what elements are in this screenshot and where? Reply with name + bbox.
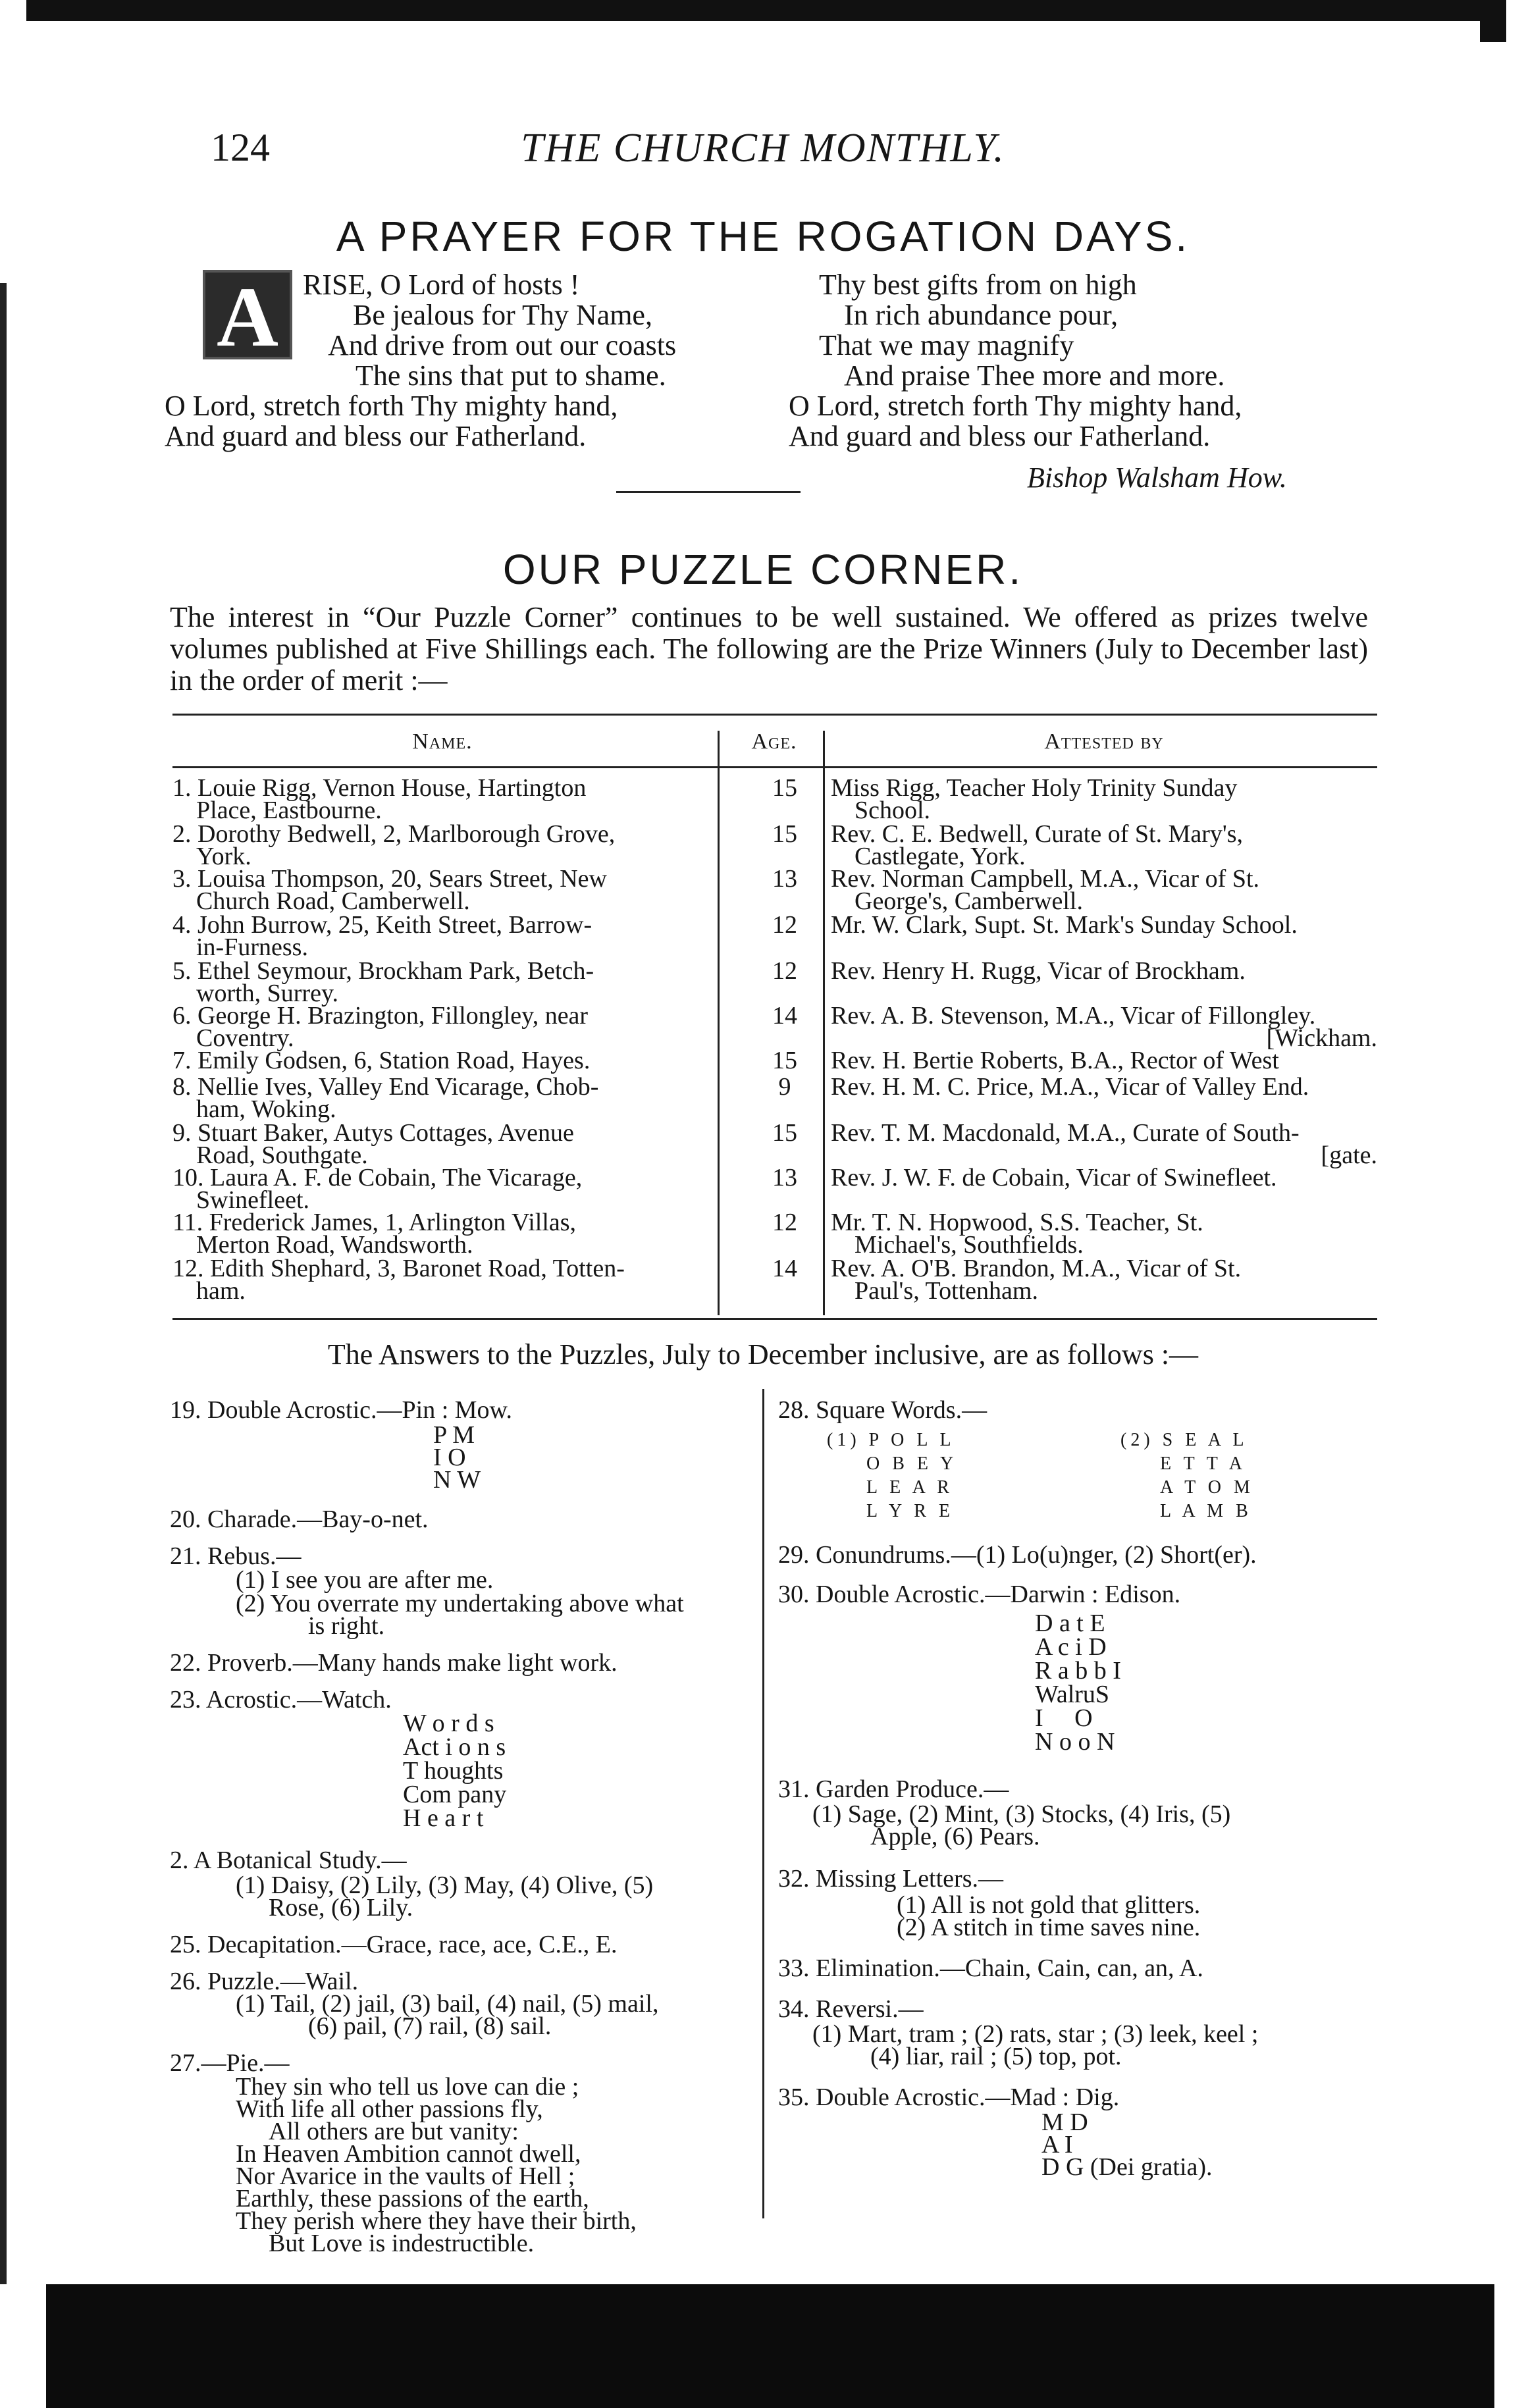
winner-age: 15 — [772, 1119, 797, 1147]
winner-name: 12. Edith Shephard, 3, Baronet Road, Totten- ham. — [172, 1255, 625, 1305]
answer-35: 35. Double Acrostic.—Mad : Dig. — [778, 2083, 1120, 2111]
answer-19: 19. Double Acrostic.—Pin : Mow. — [170, 1396, 513, 1424]
answer-line: L Y R E — [866, 1501, 954, 1521]
answer-line: (1) Mart, tram ; (2) rats, star ; (3) leek, keel ; — [812, 2020, 1259, 2048]
verse-line: RISE, O Lord of hosts ! — [303, 269, 580, 301]
answer-line: (2) S E A L — [1120, 1430, 1248, 1450]
verse-line: O Lord, stretch forth Thy mighty hand, — [789, 390, 1242, 422]
answer-line: O B E Y — [866, 1453, 958, 1474]
answer-26: 26. Puzzle.—Wail. — [170, 1968, 359, 1995]
verse-line: The sins that put to shame. — [355, 359, 666, 392]
scan-border-corner — [1480, 0, 1506, 42]
verse-line: O Lord, stretch forth Thy mighty hand, — [165, 390, 618, 422]
answer-line: N W — [433, 1466, 481, 1494]
answer-line: (4) liar, rail ; (5) top, pot. — [870, 2043, 1122, 2070]
answer-line: Apple, (6) Pears. — [870, 1823, 1040, 1850]
winner-attested-by: Rev. A. O'B. Brandon, M.A., Vicar of St. Paul's, Tottenham. — [831, 1255, 1242, 1305]
header-attested: Attested by — [1044, 729, 1164, 754]
verse-line: And praise Thee more and more. — [844, 359, 1225, 392]
winner-age: 13 — [772, 865, 797, 893]
winner-name: 9. Stuart Baker, Autys Cottages, Avenue Road, Southgate. — [172, 1119, 574, 1169]
winner-name: 2. Dorothy Bedwell, 2, Marlborough Grove, York. — [172, 820, 616, 870]
answer-line: T houghts — [403, 1757, 504, 1785]
answer-line: (1) Sage, (2) Mint, (3) Stocks, (4) Iris, (5) — [812, 1800, 1231, 1828]
verse-line: Earthly, these passions of the earth, — [236, 2185, 589, 2212]
answer-line: Com pany — [403, 1781, 507, 1808]
prayer-title: A PRAYER FOR THE ROGATION DAYS. — [336, 213, 1190, 260]
answer-34: 34. Reversi.— — [778, 1995, 924, 2023]
verse-line: That we may magnify — [819, 329, 1074, 361]
winner-attested-by: Rev. T. M. Macdonald, M.A., Curate of South- [gate. — [831, 1119, 1377, 1169]
answers-right-column — [778, 0, 1384, 2238]
answer-line: I O — [433, 1444, 466, 1471]
answer-31: 31. Garden Produce.— — [778, 1775, 1009, 1803]
running-title: THE CHURCH MONTHLY. — [521, 126, 1005, 170]
answer-28: 28. Square Words.— — [778, 1396, 987, 1424]
verse-line: Nor Avarice in the vaults of Hell ; — [236, 2162, 575, 2190]
winner-attested-by: Rev. H. M. C. Price, M.A., Vicar of Valley End. — [831, 1073, 1309, 1101]
verse-line: Thy best gifts from on high — [819, 269, 1137, 301]
answer-line: L A M B — [1160, 1501, 1252, 1521]
winner-attested-by: Rev. A. B. Stevenson, M.A., Vicar of Fillongley. [Wickham. — [831, 1002, 1377, 1052]
winner-attested-by: Mr. T. N. Hopwood, S.S. Teacher, St. Michael's, Southfields. — [831, 1209, 1203, 1259]
winner-attested-by: Rev. J. W. F. de Cobain, Vicar of Swinefleet. — [831, 1164, 1277, 1191]
verse-line: They sin who tell us love can die ; — [236, 2073, 579, 2101]
answer-line: Act i o n s — [403, 1733, 506, 1761]
winner-age: 14 — [772, 1002, 797, 1030]
winner-name: 4. John Burrow, 25, Keith Street, Barrow- in-Furness. — [172, 911, 592, 961]
answer-line: I O — [1035, 1704, 1093, 1732]
answer-line: WalruS — [1035, 1681, 1110, 1708]
answer-line: (1) All is not gold that glitters. — [897, 1891, 1201, 1919]
winner-name: 1. Louie Rigg, Vernon House, Hartington Place, Eastbourne. — [172, 774, 587, 824]
answer-line: A c i D — [1035, 1633, 1107, 1661]
answer-line: D G (Dei gratia). — [1041, 2153, 1213, 2181]
scan-border-bottom — [46, 2284, 1494, 2408]
answers-left-column — [170, 0, 749, 2257]
winner-age: 12 — [772, 911, 797, 939]
verse-line: They perish where they have their birth, — [236, 2207, 637, 2235]
page-number: 124 — [211, 126, 270, 169]
answer-line: A I — [1041, 2131, 1073, 2159]
verse-line: All others are but vanity: — [269, 2118, 519, 2145]
answer-line: Rose, (6) Lily. — [269, 1894, 413, 1922]
winner-name: 7. Emily Godsen, 6, Station Road, Hayes. — [172, 1047, 591, 1074]
winner-attested-by: Rev. H. Bertie Roberts, B.A., Rector of West — [831, 1047, 1279, 1074]
answer-line: (1) Tail, (2) jail, (3) bail, (4) nail, (5) mail, — [236, 1990, 659, 2018]
answer-line: (1) P O L L — [827, 1430, 955, 1450]
winner-attested-by: Mr. W. Clark, Supt. St. Mark's Sunday School. — [831, 911, 1298, 939]
answer-32: 32. Missing Letters.— — [778, 1865, 1003, 1893]
winner-age: 12 — [772, 957, 797, 985]
answer-27: 27.—Pie.— — [170, 2049, 290, 2077]
answer-line: N o o N — [1035, 1728, 1115, 1756]
answer-line: (6) pail, (7) rail, (8) sail. — [308, 2012, 552, 2040]
winner-name: 6. George H. Brazington, Fillongley, near Coventry. — [172, 1002, 589, 1052]
winner-attested-by: Rev. C. E. Bedwell, Curate of St. Mary's, Castlegate, York. — [831, 820, 1244, 870]
winner-age: 15 — [772, 1047, 797, 1074]
answer-line: W o r d s — [403, 1710, 494, 1737]
winner-name: 5. Ethel Seymour, Brockham Park, Betch- worth, Surrey. — [172, 957, 594, 1007]
answer-line: L E A R — [866, 1477, 953, 1498]
answer-line: D a t E — [1035, 1610, 1105, 1637]
answer-22: 22. Proverb.—Many hands make light work. — [170, 1649, 618, 1677]
winner-age: 13 — [772, 1164, 797, 1191]
answer-25: 25. Decapitation.—Grace, race, ace, C.E., E. — [170, 1931, 618, 1958]
answer-line: (1) I see you are after me. — [236, 1566, 494, 1594]
verse-line: And drive from out our coasts — [328, 329, 677, 361]
verse-line: But Love is indestructible. — [269, 2230, 535, 2257]
answer-line: P M — [433, 1421, 475, 1449]
answer-line: M D — [1041, 2108, 1088, 2136]
winner-name: 3. Louisa Thompson, 20, Sears Street, New Church Road, Camberwell. — [172, 865, 607, 915]
verse-line: And guard and bless our Fatherland. — [789, 420, 1211, 452]
drop-cap: A — [203, 270, 292, 359]
answer-line: is right. — [308, 1612, 385, 1640]
winner-age: 14 — [772, 1255, 797, 1282]
header-age: Age. — [751, 729, 797, 754]
verse-line: In rich abundance pour, — [844, 299, 1118, 331]
winner-name: 8. Nellie Ives, Valley End Vicarage, Chob- ham, Woking. — [172, 1073, 599, 1123]
answer-line: (2) You overrate my undertaking above what — [236, 1590, 684, 1617]
answer-line: R a b b I — [1035, 1657, 1121, 1685]
winner-name: 11. Frederick James, 1, Arlington Villas, Merton Road, Wandsworth. — [172, 1209, 577, 1259]
answer-line: H e a r t — [403, 1804, 484, 1832]
answer-23: 23. Acrostic.—Watch. — [170, 1686, 392, 1714]
answer-line: (2) A stitch in time saves nine. — [897, 1914, 1201, 1941]
answer-20: 20. Charade.—Bay-o-net. — [170, 1505, 429, 1533]
prayer-author: Bishop Walsham How. — [1027, 461, 1287, 494]
verse-line: With life all other passions fly, — [236, 2095, 543, 2123]
answer-30: 30. Double Acrostic.—Darwin : Edison. — [778, 1581, 1181, 1608]
winner-attested-by: Rev. Henry H. Rugg, Vicar of Brockham. — [831, 957, 1246, 985]
answer-line: E T T A — [1160, 1453, 1246, 1474]
winner-attested-by: Rev. Norman Campbell, M.A., Vicar of St. George's, Camberwell. — [831, 865, 1260, 915]
answer-33: 33. Elimination.—Chain, Cain, can, an, A. — [778, 1954, 1203, 1982]
answer-21: 21. Rebus.— — [170, 1542, 302, 1570]
verse-line: In Heaven Ambition cannot dwell, — [236, 2140, 581, 2168]
winner-age: 9 — [778, 1073, 791, 1101]
header-name: Name. — [412, 729, 473, 754]
winner-age: 15 — [772, 820, 797, 848]
verse-line: Be jealous for Thy Name, — [353, 299, 652, 331]
answers-column-rule — [762, 1389, 764, 2218]
answer-line: A T O M — [1160, 1477, 1254, 1498]
puzzle-intro: The interest in “Our Puzzle Corner” continues to be well sustained. We offered as prizes twelve volumes published at Five Shillings each. The following are the Prize Winners (July to December last) in the order of merit :— — [170, 601, 1368, 696]
answers-heading: The Answers to the Puzzles, July to December inclusive, are as follows :— — [327, 1338, 1199, 1371]
answer-line: (1) Daisy, (2) Lily, (3) May, (4) Olive, (5) — [236, 1871, 654, 1899]
winner-name: 10. Laura A. F. de Cobain, The Vicarage, Swinefleet. — [172, 1164, 583, 1214]
puzzle-title: OUR PUZZLE CORNER. — [502, 546, 1024, 593]
verse-line: And guard and bless our Fatherland. — [165, 420, 587, 452]
answer-24: 2. A Botanical Study.— — [170, 1846, 407, 1874]
winner-age: 12 — [772, 1209, 797, 1236]
answer-29: 29. Conundrums.—(1) Lo(u)nger, (2) Short(er). — [778, 1541, 1257, 1569]
winner-attested-by: Miss Rigg, Teacher Holy Trinity Sunday School. — [831, 774, 1238, 824]
winner-age: 15 — [772, 774, 797, 802]
